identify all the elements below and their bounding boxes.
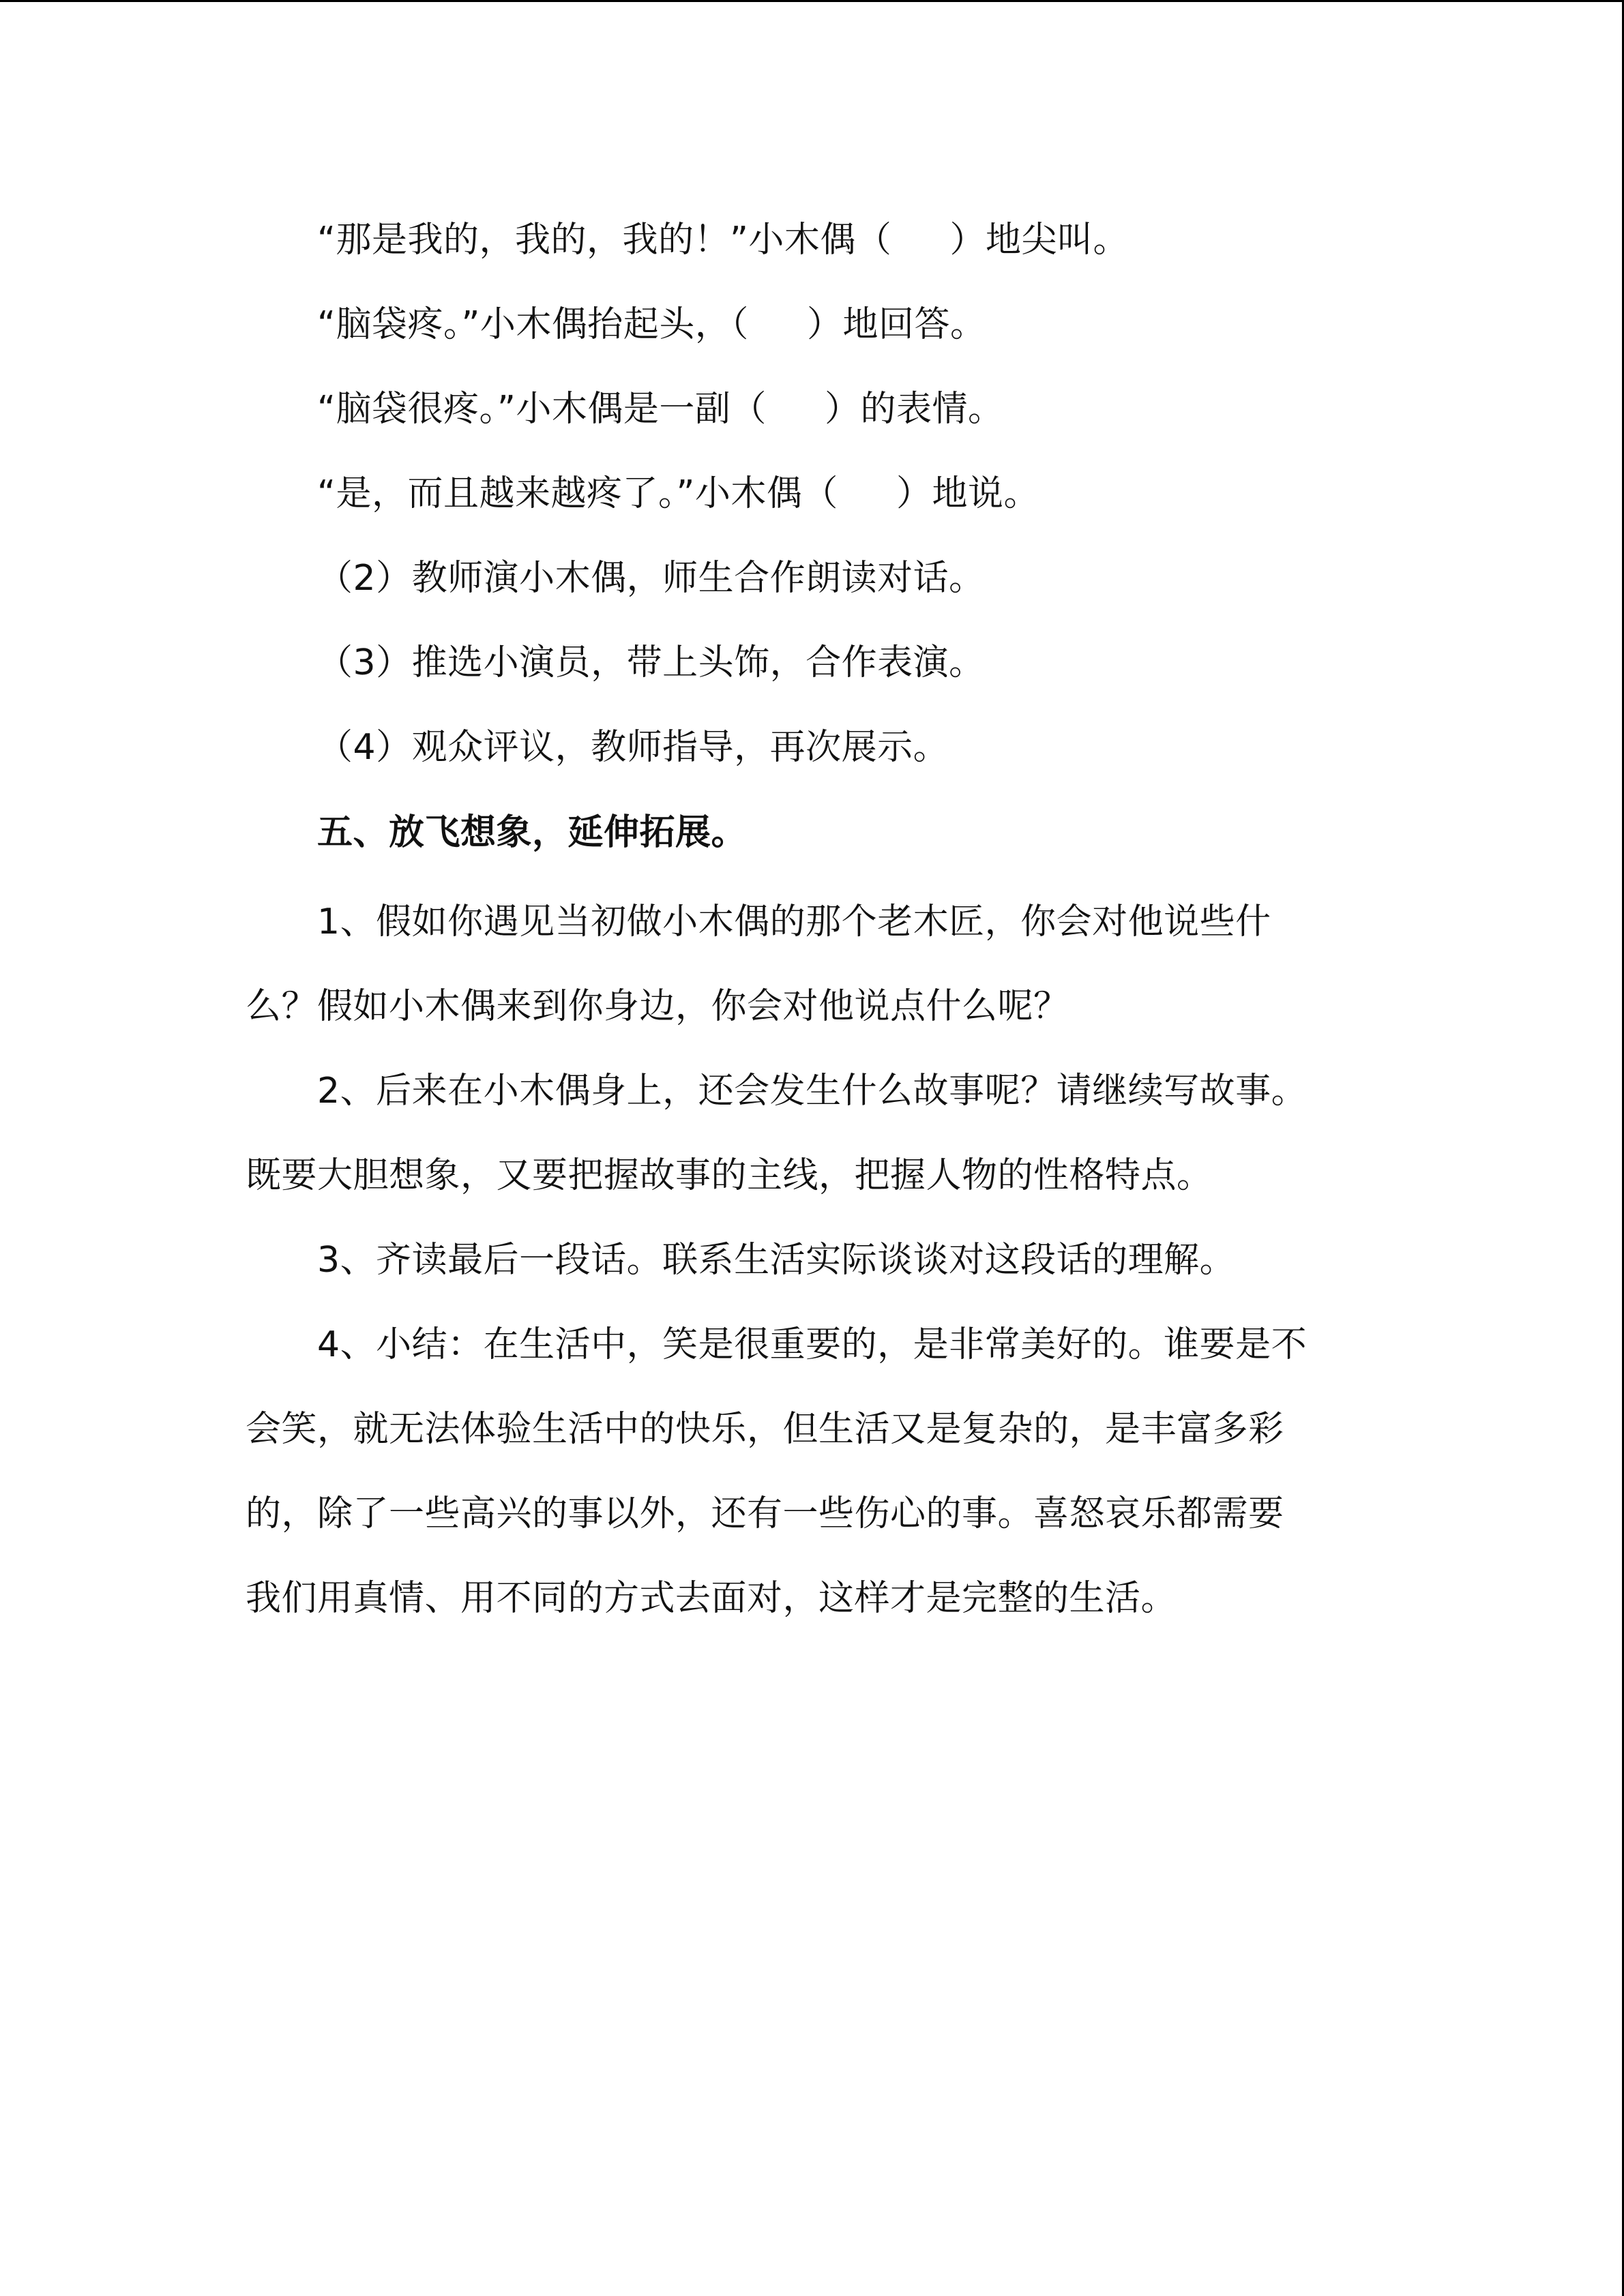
step-3-line: （3）推选小演员，带上头饰，合作表演。 — [317, 642, 985, 683]
step-2-line: （2）教师演小木偶，师生合作朗读对话。 — [317, 558, 985, 599]
dialog-line-3: “脑袋很疼。”小木偶是一副（ ）的表情。 — [317, 389, 1004, 430]
paragraph-line: 我们用真情、用不同的方式去面对，这样才是完整的生活。 — [246, 1578, 1177, 1619]
dialog-line-4: “是，而且越来越疼了。”小木偶（ ）地说。 — [317, 473, 1040, 514]
paragraph-line: 1、假如你遇见当初做小木偶的那个老木匠，你会对他说些什 — [317, 901, 1271, 942]
paragraph-line: 的，除了一些高兴的事以外，还有一些伤心的事。喜怒哀乐都需要 — [246, 1493, 1284, 1534]
paragraph-line: 4、小结：在生活中，笑是很重要的，是非常美好的。谁要是不 — [317, 1324, 1308, 1365]
dialog-line-1: “那是我的，我的，我的！”小木偶（ ）地尖叫。 — [317, 220, 1130, 260]
paragraph-line: 2、后来在小木偶身上，还会发生什么故事呢？请继续写故事。 — [317, 1071, 1308, 1112]
paragraph-line: 既要大胆想象，又要把握故事的主线，把握人物的性格特点。 — [246, 1155, 1213, 1196]
dialog-line-2: “脑袋疼。”小木偶抬起头，（ ）地回答。 — [317, 304, 986, 345]
paragraph-line: 3、齐读最后一段话。联系生活实际谈谈对这段话的理解。 — [317, 1240, 1236, 1281]
paragraph-line: 么？假如小木偶来到你身边，你会对他说点什么呢？ — [246, 986, 1069, 1027]
section-heading: 五、放飞想象，延伸拓展。 — [317, 812, 748, 853]
paragraph-line: 会笑，就无法体验生活中的快乐，但生活又是复杂的，是丰富多彩 — [246, 1409, 1284, 1450]
step-4-line: （4）观众评议，教师指导，再次展示。 — [317, 727, 949, 768]
